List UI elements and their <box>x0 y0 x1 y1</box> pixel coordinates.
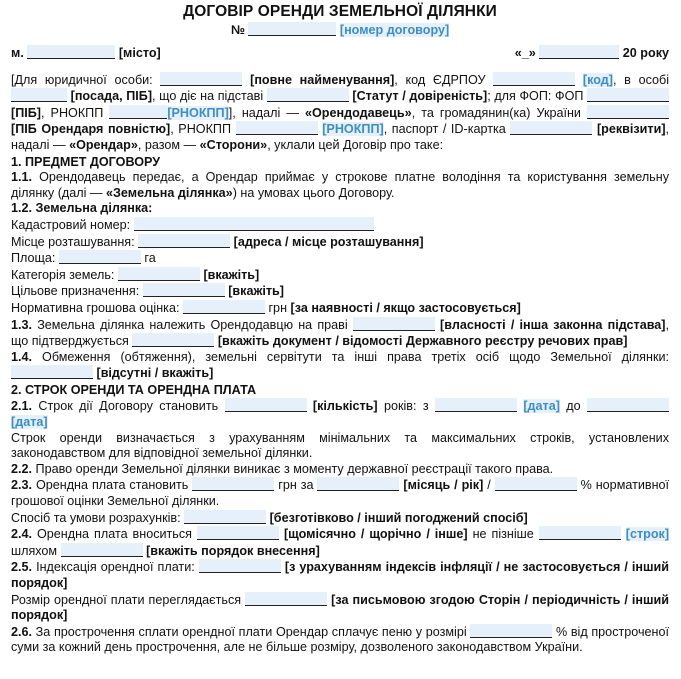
location-line <box>11 234 669 251</box>
text-parties-p6: [РНОКПП] <box>167 105 229 120</box>
text-s2-p23-c: % нормативної грошової оцінки Земельної ділянки. <box>11 478 670 509</box>
text-s1-loc: Місце розташування: <box>11 234 135 249</box>
clause-2-2 <box>11 462 669 478</box>
text-s1-p13-num: 1.3. <box>11 317 33 332</box>
company-name-field[interactable] <box>160 72 242 86</box>
valuation-field[interactable] <box>183 300 265 314</box>
text-s1-p13-b: , що підтверджується <box>11 317 669 349</box>
clause-1-1 <box>11 170 669 201</box>
date-month-field[interactable] <box>539 45 619 59</box>
start-date-field[interactable] <box>435 398 517 412</box>
passport-field[interactable] <box>510 121 592 135</box>
text-parties-p3: [посада, ПІБ] <box>70 89 153 104</box>
contract-page <box>0 3 681 679</box>
text-s2-p21-date2: [дата] <box>11 415 48 430</box>
document-field[interactable] <box>132 333 214 347</box>
clause-2-1-term: Строк оренди визначається з урахуванням мінімальних та максимальних строків, установлених законодавством для відповідної земельної ділянки. <box>11 430 669 461</box>
contract-number-field[interactable] <box>248 22 336 36</box>
valuation-line <box>11 300 669 317</box>
text-s1-cat: Категорія земель: <box>11 267 115 282</box>
text-s2-p24-hint: [щомісячно / щорічно / інше] <box>283 527 468 542</box>
text-s1-purpose: Цільове призначення: <box>11 284 140 299</box>
text-parties-t10: , паспорт / ID-картка <box>383 122 506 137</box>
text-s2-pay: Спосіб та умови розрахунків: <box>11 510 181 525</box>
clause-1-3 <box>11 317 669 350</box>
text-parties-t2: , код ЄДРПОУ <box>394 72 486 87</box>
text-s1-cad: Кадастровий номер: <box>11 217 131 232</box>
representative-field[interactable] <box>11 88 67 102</box>
rent-amount-field[interactable] <box>192 477 274 491</box>
number-label: № <box>230 23 245 37</box>
text-parties-t7: ], надалі — <box>228 105 299 120</box>
clause-2-5-review <box>11 592 669 624</box>
place-date-line <box>11 45 669 62</box>
parties-paragraph <box>11 72 669 154</box>
category-line <box>11 267 669 284</box>
clause-2-3 <box>11 477 669 509</box>
text-s1-p14-hint: [відсутні / вкажіть] <box>96 366 214 381</box>
date-block <box>515 45 669 62</box>
text-s2-p24-num: 2.4. <box>11 527 33 542</box>
basis-field[interactable] <box>267 88 349 102</box>
payment-procedure-field[interactable] <box>61 543 143 557</box>
text-s2-p22-num: 2.2. <box>11 461 33 476</box>
text-parties-t13: , уклали цей Договір про таке: <box>267 137 444 152</box>
text-s2-p24-hint3: [вкажіть порядок внесення] <box>146 543 320 558</box>
cadastral-field[interactable] <box>134 217 374 231</box>
text-s2-p25-hint2: [за письмовою згодою Сторін / періодичність / інший порядок] <box>11 592 670 623</box>
text-parties-t8: , та громадянин(ка) України <box>411 105 581 120</box>
text-parties-t4: , що діє на підставі <box>152 89 264 104</box>
text-parties-p4: [Статут / довіреність] <box>352 89 488 104</box>
text-s2-p21-c: до <box>559 399 581 414</box>
area-field[interactable] <box>59 250 141 264</box>
text-s1-ngo-hint: [за наявності / якщо застосовується] <box>290 300 521 315</box>
text-s2-p21-a: Строк дії Договору становить <box>32 399 219 414</box>
text-s1-p13-a: Земельна ділянка належить Орендодавцю на праві <box>32 317 348 332</box>
city-field[interactable] <box>27 45 115 59</box>
clause-2-6 <box>11 624 669 656</box>
text-s2-p21-date: [дата] <box>523 399 560 414</box>
text-s2-p23-hint: [місяць / рік] <box>403 478 484 493</box>
clause-1-4 <box>11 350 669 382</box>
date-day: «_» <box>514 46 536 60</box>
clause-2-4 <box>11 526 669 559</box>
text-parties-p9: [РНОКПП] <box>322 122 384 137</box>
text-s2-p22: Право оренди Земельної ділянки виникає з моменту державної реєстрації такого права. <box>32 461 554 476</box>
text-s1-area: Площа: <box>11 251 56 266</box>
text-s2-p21-num: 2.1. <box>11 399 33 414</box>
text-s2-p21-hint: [кількість] <box>312 399 378 414</box>
number-placeholder: [номер договору] <box>339 23 450 37</box>
penalty-rate-field[interactable] <box>470 624 552 638</box>
text-s1-p13-hint2: [вкажіть документ / відомості Державного реєстру речових прав] <box>217 334 628 349</box>
text-parties-p5: [ПІБ] <box>11 105 41 120</box>
rent-period-field[interactable] <box>317 477 399 491</box>
edrpou-field[interactable] <box>493 72 575 86</box>
text-parties-role3: «Сторони» <box>199 137 268 152</box>
text-s2-p23-unit: грн за <box>278 478 314 493</box>
fop-name-field[interactable] <box>587 88 669 102</box>
text-s1-p11-num: 1.1. <box>11 170 33 185</box>
text-s2-p25-hint: [з урахуванням індексів інфляції / не застосовується / інший порядок] <box>11 560 670 590</box>
section-1-heading: 1. ПРЕДМЕТ ДОГОВОРУ <box>11 154 161 169</box>
text-s1-p11-a: Орендодавець передає, а Орендар приймає у строкове платне володіння та користування земельну ділянку (далі — <box>11 170 669 200</box>
text-s2-p23-num: 2.3. <box>11 478 33 493</box>
text-parties-t11: , надалі — <box>11 122 670 152</box>
text-parties-p2: [код] <box>582 72 613 87</box>
text-s1-p14-a: Обмеження (обтяження), земельні сервітути та інші права третіх осіб щодо Земельної ділянки: <box>32 349 669 364</box>
text-s2-p23-b: / <box>487 478 491 493</box>
indexation-field[interactable] <box>199 559 281 573</box>
contract-number-line <box>11 22 669 38</box>
ownership-field[interactable] <box>353 317 435 331</box>
category-field[interactable] <box>118 267 200 281</box>
payment-frequency-field[interactable] <box>197 526 279 540</box>
payment-method-field[interactable] <box>184 510 266 524</box>
payment-method-line <box>11 510 669 527</box>
text-s1-loc-hint: [адреса / місце розташування] <box>233 234 424 249</box>
text-s2-p25-b: Розмір орендної плати переглядається <box>11 592 242 607</box>
text-parties-role2: «Орендар» <box>69 137 138 152</box>
tenant-name-field[interactable] <box>587 105 669 119</box>
text-s2-p24-a: Орендна плата вноситься <box>32 527 192 542</box>
text-s2-p26-b: % від простроченої суми за кожний день прострочення, але не більше розміру, дозволеного законодавством України. <box>11 624 670 655</box>
text-s2-p25-a: Індексація орендної плати: <box>32 560 195 575</box>
clause-2-1 <box>11 398 669 430</box>
text-parties-t3: , в особі <box>612 72 670 87</box>
text-s2-p24-hint2: [строк] <box>625 527 670 542</box>
text-parties-t5: ; для ФОП: ФОП <box>487 89 584 104</box>
text-s2-p24-c: шляхом <box>11 543 58 558</box>
location-field[interactable] <box>138 234 230 248</box>
text-s1-ngo: Нормативна грошова оцінка: <box>11 300 180 315</box>
encumbrance-field[interactable] <box>11 365 93 379</box>
text-s2-pay-hint: [безготівково / інший погоджений спосіб] <box>269 510 528 525</box>
text-parties-p10: [реквізити] <box>596 122 666 137</box>
text-parties-t6: , РНОКПП <box>41 105 104 120</box>
fop-rnokpp-field[interactable] <box>109 105 167 119</box>
text-parties-t12: , разом — <box>137 137 197 152</box>
text-parties-role1: «Орендодавець» <box>304 105 412 120</box>
review-field[interactable] <box>245 592 327 606</box>
term-years-field[interactable] <box>225 398 307 412</box>
text-s2-p26-num: 2.6. <box>11 624 33 639</box>
area-line <box>11 250 669 267</box>
text-s1-purpose-hint: [вкажіть] <box>228 284 284 299</box>
text-s2-p24-b: не пізніше <box>467 527 534 542</box>
section-2-heading: 2. СТРОК ОРЕНДИ ТА ОРЕНДНА ПЛАТА <box>11 382 257 397</box>
text-s1-p13-hint: [власності / інша законна підстава] <box>440 317 666 332</box>
document-title: ДОГОВІР ОРЕНДИ ЗЕМЕЛЬНОЇ ДІЛЯНКИ <box>183 3 497 20</box>
text-s2-p25-num: 2.5. <box>11 560 33 575</box>
text-s2-p23-a: Орендна плата становить <box>32 478 189 493</box>
payment-deadline-field[interactable] <box>539 526 621 540</box>
text-s1-cat-hint: [вкажіть] <box>203 267 260 282</box>
end-date-field[interactable] <box>587 398 669 412</box>
purpose-line <box>11 283 669 300</box>
cadastral-line <box>11 217 669 234</box>
city-label: м. <box>11 46 24 60</box>
text-s2-p26-a: За прострочення сплати орендної плати Орендар сплачує пеню у розмірі <box>32 624 467 639</box>
text-s1-area-unit: га <box>144 251 156 266</box>
text-s1-p11-b: «Земельна ділянка» <box>106 185 233 200</box>
date-year: 20 року <box>622 46 669 60</box>
text-parties-t9: , РНОКПП <box>170 122 232 137</box>
text-s1-p11-c: ) на умовах цього Договору. <box>232 185 395 200</box>
tenant-rnokpp-field[interactable] <box>236 121 318 135</box>
text-parties-t1: [Для юридичної особи: <box>11 72 153 87</box>
text-parties-p8: [ПІБ Орендаря повністю] <box>11 122 171 137</box>
rent-percent-field[interactable] <box>495 477 577 491</box>
text-s1-p14-num: 1.4. <box>11 349 33 364</box>
clause-1-2: 1.2. Земельна ділянка: <box>11 201 153 216</box>
clause-2-5 <box>11 559 669 591</box>
city-hint: [місто] <box>118 46 161 60</box>
text-s2-p21-b: років: з <box>377 399 429 414</box>
text-parties-p1: [повне найменування] <box>250 72 395 87</box>
city-block <box>11 45 161 62</box>
purpose-field[interactable] <box>143 283 225 297</box>
text-s1-ngo-unit: грн <box>268 300 288 315</box>
